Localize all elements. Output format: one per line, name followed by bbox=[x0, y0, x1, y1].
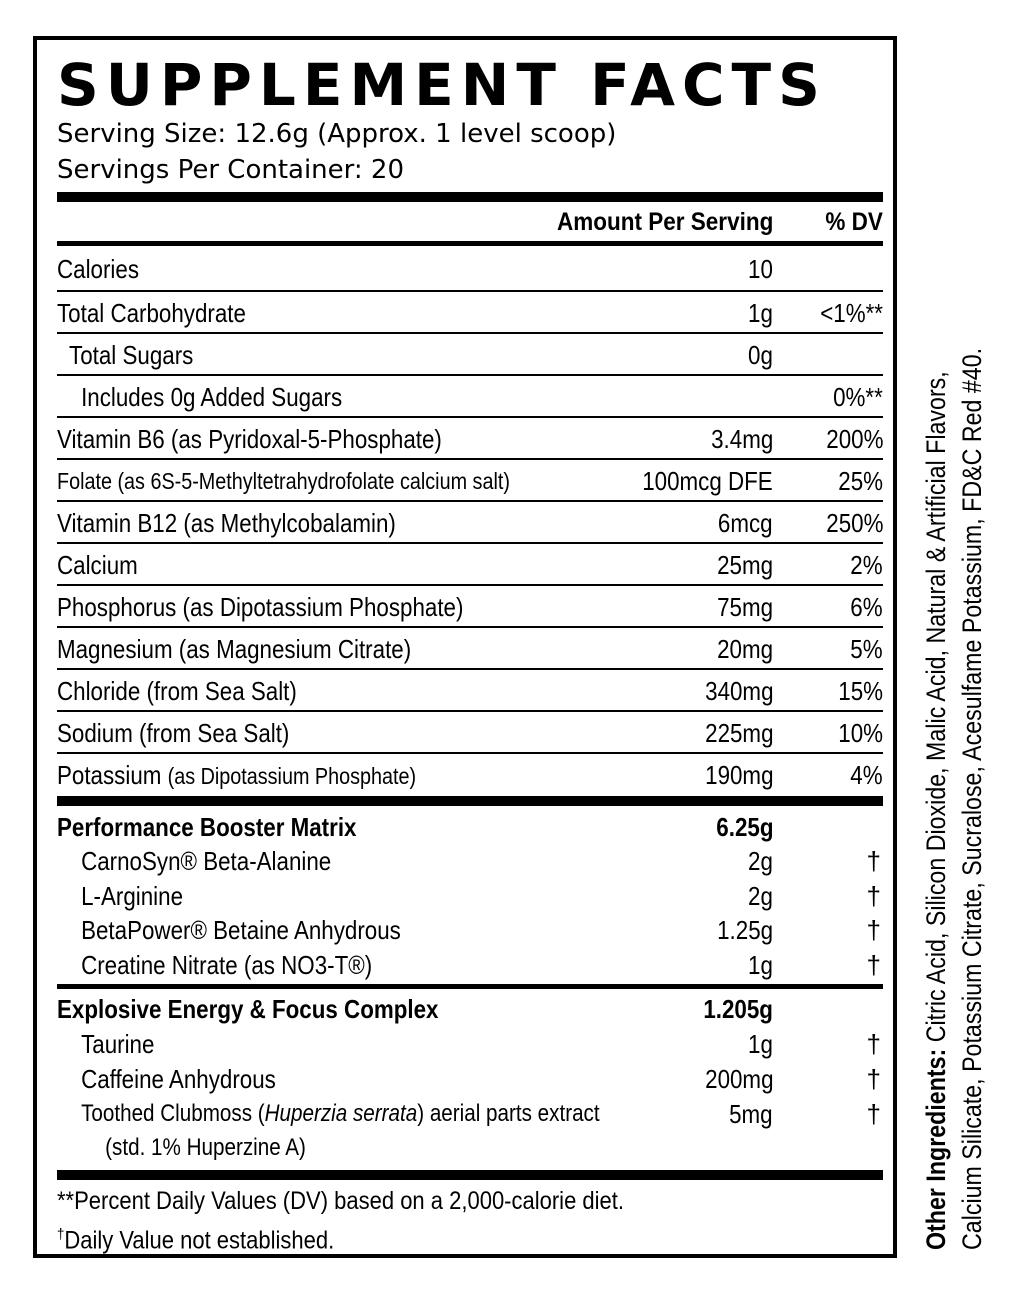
nutrient-row bbox=[57, 502, 883, 544]
nutrient-amount: 1g bbox=[748, 298, 773, 328]
nutrient-dv: 0%** bbox=[833, 382, 883, 412]
nutrient-dv: 200% bbox=[825, 424, 883, 454]
nutrient-name: Total Sugars bbox=[69, 340, 194, 370]
nutrient-name: Vitamin B12 (as Methylcobalamin) bbox=[57, 508, 396, 538]
blend-item bbox=[57, 948, 883, 982]
nutrient-name: Calcium bbox=[57, 550, 138, 580]
divider-thick bbox=[57, 192, 883, 202]
nutrient-name-main: Potassium bbox=[57, 760, 162, 790]
nutrient-name bbox=[57, 754, 416, 797]
nutrient-amount: 190mg bbox=[704, 760, 773, 790]
nutrient-amount: 0g bbox=[748, 340, 773, 370]
nutrient-dv: 5% bbox=[850, 634, 883, 664]
nutrient-name: Vitamin B6 (as Pyridoxal-5-Phosphate) bbox=[57, 424, 442, 454]
blend-item bbox=[57, 1027, 883, 1061]
nutrient-amount: 20mg bbox=[717, 634, 773, 664]
blend-name: Performance Booster Matrix bbox=[57, 812, 357, 842]
header-amount: Amount Per Serving bbox=[556, 208, 773, 236]
nutrient-row bbox=[57, 418, 883, 460]
blend-item-name: L-Arginine bbox=[81, 881, 184, 911]
nutrient-dv: 15% bbox=[838, 676, 883, 706]
blend-item bbox=[57, 879, 883, 913]
divider-thick bbox=[57, 796, 883, 806]
blend-item-subline bbox=[57, 1131, 883, 1165]
nutrient-dv: 2% bbox=[850, 550, 883, 580]
nutrient-dv: <1%** bbox=[820, 298, 883, 328]
nutrient-name: Includes 0g Added Sugars bbox=[81, 382, 343, 412]
blend-item-standardization: (std. 1% Huperzine A) bbox=[105, 1134, 306, 1161]
other-ingredients bbox=[918, 110, 990, 1250]
dagger-mark: † bbox=[57, 1226, 65, 1243]
dagger-mark: † bbox=[866, 950, 881, 980]
dagger-mark: † bbox=[866, 1099, 881, 1129]
other-ingredients-label: Other Ingredients: bbox=[921, 1048, 951, 1250]
nutrient-name: Magnesium (as Magnesium Citrate) bbox=[57, 634, 412, 664]
dagger-mark: † bbox=[866, 881, 881, 911]
nutrient-name: Chloride (from Sea Salt) bbox=[57, 676, 297, 706]
header-dv: % DV bbox=[825, 208, 883, 236]
nutrient-name: Sodium (from Sea Salt) bbox=[57, 718, 290, 748]
nutrient-dv: 6% bbox=[850, 592, 883, 622]
blend-item-name: Creatine Nitrate (as NO3-T®) bbox=[81, 950, 373, 980]
blend-item bbox=[57, 1097, 883, 1131]
dagger-mark: † bbox=[866, 1029, 881, 1059]
nutrient-amount: 225mg bbox=[704, 718, 773, 748]
blend-item-name bbox=[57, 1097, 600, 1131]
blend-item bbox=[57, 844, 883, 878]
nutrient-name: Calories bbox=[57, 254, 140, 284]
panel-title: SUPPLEMENT FACTS bbox=[57, 51, 827, 119]
footnote-dv: **Percent Daily Values (DV) based on a 2,000-calorie diet. bbox=[57, 1187, 625, 1215]
nutrient-name: Total Carbohydrate bbox=[57, 298, 246, 328]
nutrient-amount: 340mg bbox=[704, 676, 773, 706]
nutrient-row bbox=[57, 586, 883, 628]
blend-item-name: Caffeine Anhydrous bbox=[81, 1064, 276, 1094]
nutrient-amount: 6mcg bbox=[718, 508, 773, 538]
blend-item-name: CarnoSyn® Beta-Alanine bbox=[81, 846, 332, 876]
blend-item-amount: 2g bbox=[748, 881, 773, 911]
blend-item-name-suffix: ) aerial parts extract bbox=[417, 1100, 600, 1127]
nutrient-dv: 10% bbox=[838, 718, 883, 748]
other-ingredients-line1: Citric Acid, Silicon Dioxide, Malic Acid, Natural & Artificial Flavors, bbox=[921, 371, 951, 1043]
nutrient-amount: 25mg bbox=[717, 550, 773, 580]
blend-amount: 6.25g bbox=[715, 812, 773, 842]
nutrient-name-suffix: (as Dipotassium Phosphate) bbox=[167, 763, 417, 789]
column-header bbox=[57, 204, 883, 240]
nutrient-row bbox=[57, 292, 883, 334]
nutrient-name: Folate (as 6S-5-Methyltetrahydrofolate calcium salt) bbox=[57, 468, 510, 494]
blend-name: Explosive Energy & Focus Complex bbox=[57, 994, 439, 1024]
nutrient-name: Phosphorus (as Dipotassium Phosphate) bbox=[57, 592, 464, 622]
nutrient-row bbox=[57, 334, 883, 376]
nutrient-row bbox=[57, 754, 883, 796]
blend-item bbox=[57, 1062, 883, 1096]
nutrient-amount: 10 bbox=[748, 254, 773, 284]
blend-amount: 1.205g bbox=[703, 994, 773, 1024]
blend-item bbox=[57, 913, 883, 947]
blend-item-name-prefix: Toothed Clubmoss ( bbox=[81, 1100, 265, 1127]
divider-thick bbox=[57, 1170, 883, 1180]
blend-item-amount: 200mg bbox=[704, 1064, 773, 1094]
blend-item-amount: 1.25g bbox=[717, 915, 773, 945]
nutrient-amount: 75mg bbox=[717, 592, 773, 622]
nutrient-dv: 250% bbox=[825, 508, 883, 538]
nutrient-row bbox=[57, 544, 883, 586]
serving-size: Serving Size: 12.6g (Approx. 1 level scoop) bbox=[57, 119, 617, 149]
nutrient-row bbox=[57, 460, 883, 502]
blend-item-amount: 1g bbox=[748, 950, 773, 980]
divider-medium bbox=[57, 241, 883, 246]
nutrient-dv: 4% bbox=[850, 760, 883, 790]
blend-item-name: BetaPower® Betaine Anhydrous bbox=[81, 915, 401, 945]
supplement-facts-panel bbox=[33, 36, 897, 1258]
blend-header bbox=[57, 992, 883, 1026]
blend-item-amount: 2g bbox=[748, 846, 773, 876]
blend-header bbox=[57, 810, 883, 844]
blend-item-amount: 5mg bbox=[729, 1099, 773, 1129]
dagger-mark: † bbox=[866, 846, 881, 876]
nutrient-row bbox=[57, 712, 883, 754]
nutrient-row bbox=[57, 248, 883, 290]
other-ingredients-line2: Calcium Silicate, Potassium Citrate, Sucralose, Acesulfame Potassium, FD&C Red #40. bbox=[957, 347, 987, 1250]
nutrient-dv: 25% bbox=[838, 466, 883, 496]
blend-item-amount: 1g bbox=[748, 1029, 773, 1059]
footnote-dagger-text: Daily Value not established. bbox=[64, 1226, 335, 1255]
nutrient-row bbox=[57, 670, 883, 712]
dagger-mark: † bbox=[866, 915, 881, 945]
nutrient-amount: 100mcg DFE bbox=[642, 466, 773, 496]
blend-item-latin-name: Huperzia serrata bbox=[264, 1100, 418, 1127]
footnote-dagger bbox=[57, 1218, 784, 1257]
nutrient-row bbox=[57, 376, 883, 418]
divider-medium bbox=[57, 984, 883, 989]
dagger-mark: † bbox=[866, 1064, 881, 1094]
servings-per-container: Servings Per Container: 20 bbox=[57, 155, 405, 185]
blend-item-name: Taurine bbox=[81, 1029, 155, 1059]
nutrient-amount: 3.4mg bbox=[710, 424, 773, 454]
nutrient-row bbox=[57, 628, 883, 670]
